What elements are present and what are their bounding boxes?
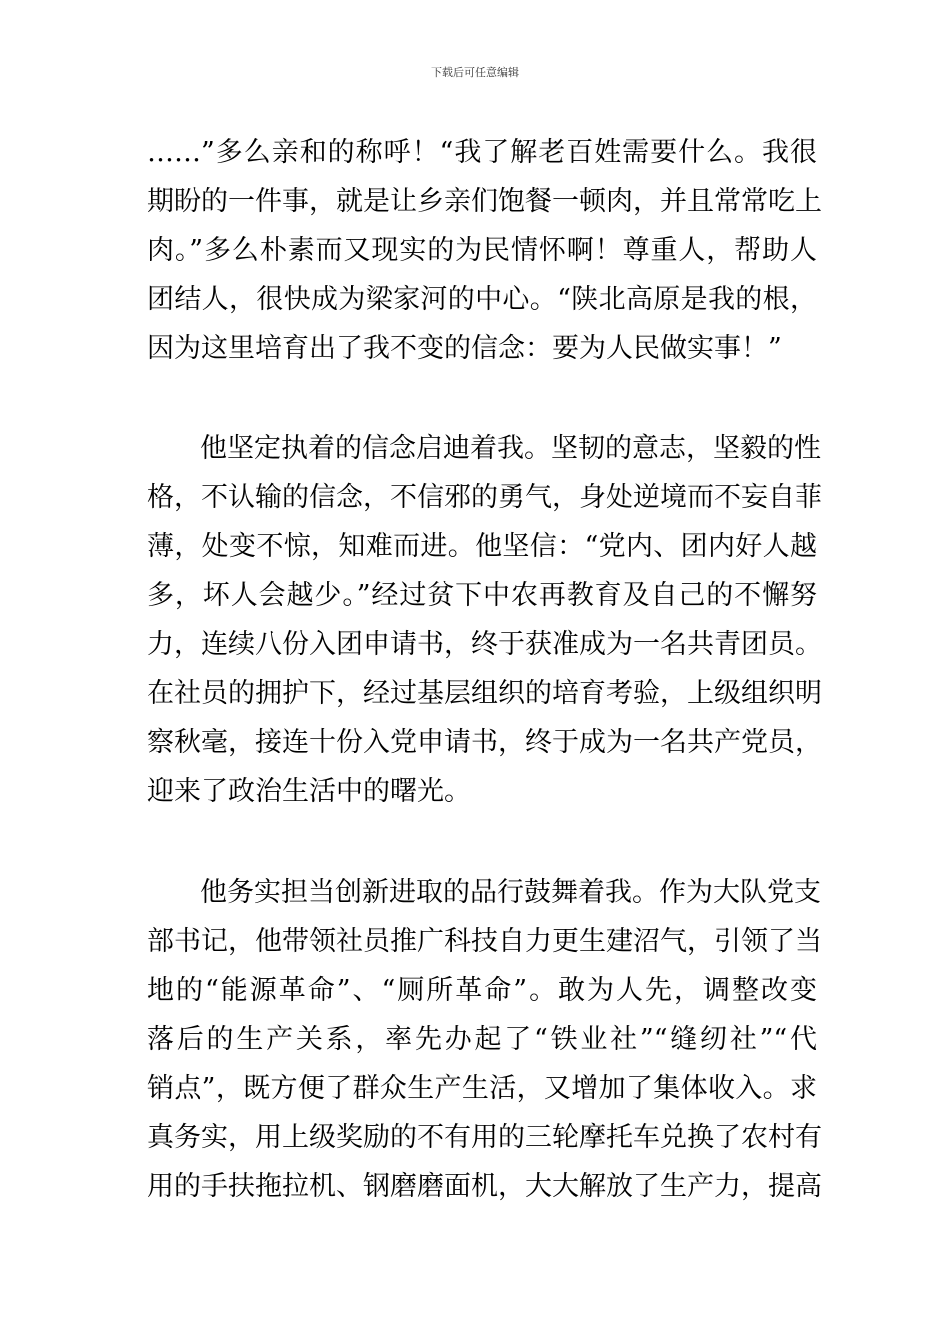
paragraph-line: 他坚定执着的信念启迪着我。坚韧的意志，坚毅的性: [200, 433, 821, 464]
paragraph-line: 察秋毫，接连十份入党申请书，终于成为一名共产党员，: [147, 727, 822, 758]
paragraph-line: 落后的生产关系，率先办起了“铁业社”“缝纫社”“代: [147, 1024, 817, 1055]
paragraph-line: 在社员的拥护下，经过基层组织的培育考验，上级组织明: [147, 678, 822, 709]
paragraph-line: 多，坏人会越少。”经过贫下中农再教育及自己的不懈努: [147, 580, 817, 611]
paragraph-3: [147, 868, 822, 1211]
paragraph-line: 地的“能源革命”、“厕所革命”。敢为人先，调整改变: [147, 975, 817, 1006]
paragraph-line: 薄，处变不惊，知难而进。他坚信：“党内、团内好人越: [147, 531, 817, 562]
paragraph-1: [147, 128, 822, 373]
paragraph-line: 因为这里培育出了我不变的信念：要为人民做实事！”: [147, 333, 782, 364]
paragraph-line: 部书记，他带领社员推广科技自力更生建沼气，引领了当: [147, 926, 822, 957]
page-header: 下载后可任意编辑: [431, 66, 519, 79]
paragraph-2: [147, 424, 822, 816]
paragraph-line: 力，连续八份入团申请书，终于获准成为一名共青团员。: [147, 629, 822, 660]
paragraph-line: 期盼的一件事，就是让乡亲们饱餐一顿肉，并且常常吃上: [147, 186, 822, 217]
paragraph-line: ……”多么亲和的称呼！“我了解老百姓需要什么。我很: [147, 137, 817, 168]
paragraph-line: 迎来了政治生活中的曙光。: [147, 776, 471, 807]
paragraph-line: 肉。”多么朴素而又现实的为民情怀啊！尊重人，帮助人: [147, 235, 817, 266]
paragraph-line: 他务实担当创新进取的品行鼓舞着我。作为大队党支: [200, 877, 821, 908]
paragraph-line: 格，不认输的信念，不信邪的勇气，身处逆境而不妄自菲: [147, 482, 822, 513]
paragraph-line: 销点”，既方便了群众生产生活，又增加了集体收入。求: [147, 1073, 817, 1104]
paragraph-line: 团结人，很快成为梁家河的中心。“陕北高原是我的根，: [147, 284, 817, 315]
paragraph-line: 真务实，用上级奖励的不有用的三轮摩托车兑换了农村有: [147, 1122, 822, 1153]
paragraph-line: 用的手扶拖拉机、钢磨磨面机，大大解放了生产力，提高: [147, 1171, 822, 1202]
